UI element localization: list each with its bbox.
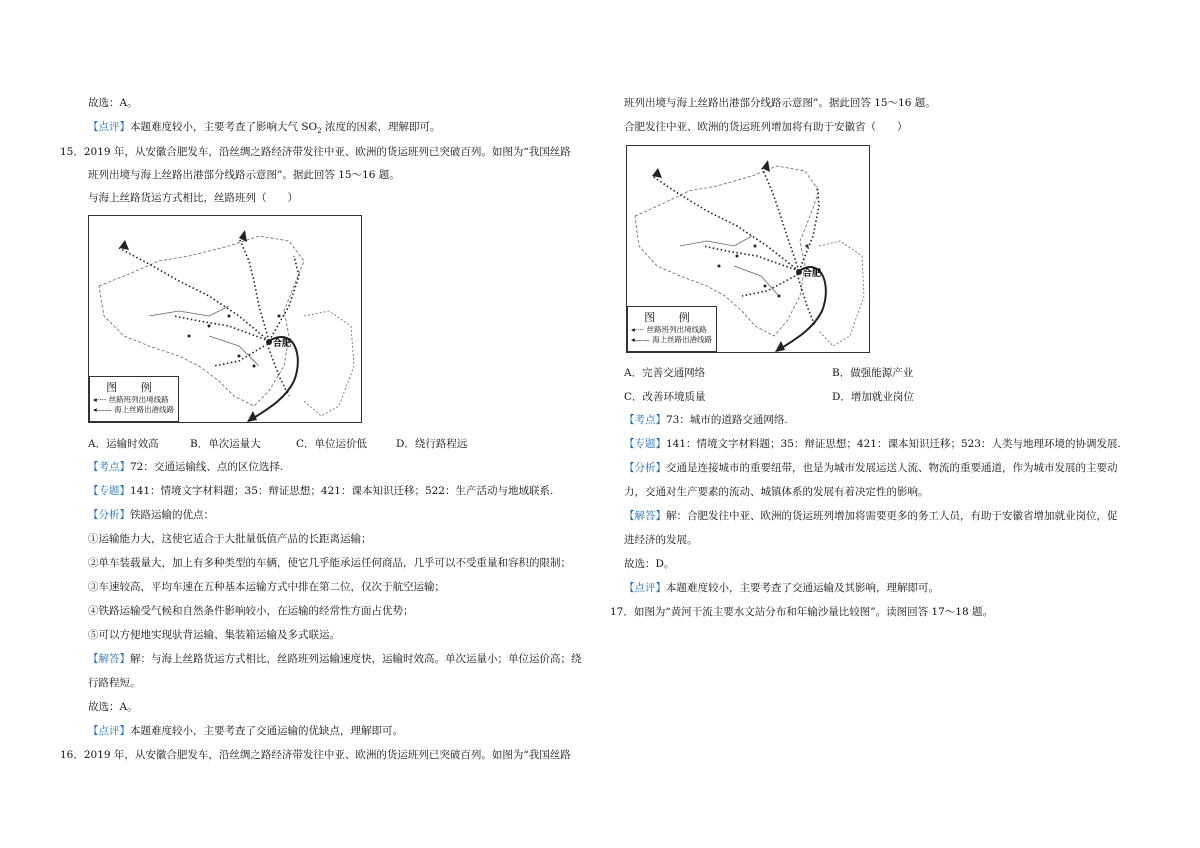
knowledge-point-2	[624, 413, 788, 427]
point-1: ①运输能力大，这使它适合于大批量低值产品的长距离运输；	[88, 533, 372, 545]
legend-title-2: 图 例	[644, 311, 700, 324]
answer-2: 故选：D。	[624, 558, 675, 570]
question-17: 17．如图为“黄河干流主要水文站分布和年输沙量比较图”。读图回答 17～18 题。	[610, 606, 993, 618]
knowledge-text-2: 73：城市的道路交通网络.	[666, 414, 788, 426]
legend-sea-2: ◂—— 海上丝路出港线路	[631, 335, 713, 344]
review	[88, 724, 403, 738]
legend-title: 图 例	[106, 381, 162, 394]
solution-line-1-2	[624, 509, 1118, 523]
map-city-label-2: 合肥	[803, 268, 822, 278]
analysis-line-1	[624, 461, 1118, 475]
question-15-line-1: 15．2019 年，从安徽合肥发车，沿丝绸之路经济带发往中亚、欧洲的货运班列已突破百列。如图为“我国丝路	[60, 146, 571, 158]
topic-tag: 【专题】	[88, 485, 130, 497]
knowledge-point	[88, 460, 283, 474]
review-2	[624, 581, 939, 595]
review-tag: 【点评】	[88, 725, 130, 737]
analysis-tag-2: 【分析】	[624, 462, 666, 474]
silk-road-map	[88, 215, 362, 423]
knowledge-text: 72：交通运输线、点的区位选择.	[130, 461, 284, 473]
solution-text: 解：与海上丝路货运方式相比，丝路班列运输速度快，运输时效高。单次运量小；单位运价高；绕	[130, 653, 582, 665]
comment-subscript: 2	[317, 127, 322, 136]
option-d-2: D．增加就业岗位	[832, 391, 914, 403]
point-5: ⑤可以方便地实现驮背运输、集装箱运输及多式联运。	[88, 629, 340, 641]
comment-tag: 【点评】	[88, 121, 130, 133]
question-16-stem: 合肥发往中亚、欧洲的货运班列增加将有助于安徽省（ ）	[624, 121, 908, 133]
question-16-line-1: 16．2019 年，从安徽合肥发车，沿丝绸之路经济带发往中亚、欧洲的货运班列已突破百列。如图为“我国丝路	[60, 749, 571, 761]
solution-text-2: 解：合肥发往中亚、欧洲的货运班列增加将需要更多的务工人员，有助于安徽省增加就业岗位，促	[666, 510, 1118, 522]
solution-tag-2: 【解答】	[624, 510, 666, 522]
solution-line-2-2: 进经济的发展。	[624, 534, 698, 546]
legend-rail-2: ◂···· 丝路班列出境线路	[631, 325, 707, 334]
review-text-2: 本题难度较小，主要考查了交通运输及其影响，理解即可。	[666, 582, 939, 594]
comment-text-pre: 本题难度较小，主要考查了影响大气 SO	[130, 121, 318, 133]
solution-line-2: 行路程短。	[88, 677, 141, 689]
topic-text-2: 141：情境文字材料题；35：辩证思想；421：课本知识迁移；523：人类与地理环境的协调发展.	[666, 438, 1121, 450]
analysis	[88, 508, 214, 522]
review-tag-2: 【点评】	[624, 582, 666, 594]
question-15-line-2: 班列出境与海上丝路出港部分线路示意图”。据此回答 15～16 题。	[88, 169, 400, 181]
option-a-2: A．完善交通网络	[624, 367, 706, 379]
answer-line: 故选：A。	[88, 97, 138, 109]
option-b: B．单次运量大	[190, 438, 261, 450]
point-2: ②单车装载量大，加上有多种类型的车辆，使它几乎能承运任何商品，几乎可以不受重量和容积的限制；	[88, 557, 571, 569]
analysis-line-2: 力，交通对生产要素的流动、城镇体系的发展有着决定性的影响。	[624, 486, 929, 498]
solution-line-1	[88, 652, 582, 666]
review-text: 本题难度较小，主要考查了交通运输的优缺点，理解即可。	[130, 725, 403, 737]
topic-text: 141：情境文字材料题；35：辩证思想；421：课本知识迁移；522：生产活动与地域联系.	[130, 485, 554, 497]
analysis-tag: 【分析】	[88, 509, 130, 521]
solution-tag: 【解答】	[88, 653, 130, 665]
map-legend	[89, 376, 179, 422]
topic-2	[624, 437, 1121, 451]
silk-road-map-2	[626, 145, 870, 353]
analysis-text: 铁路运输的优点：	[130, 509, 214, 521]
legend-sea: ◂—— 海上丝路出港线路	[93, 405, 175, 414]
comment-line	[88, 120, 440, 138]
topic-tag-2: 【专题】	[624, 438, 666, 450]
legend-rail-label-2: 丝路班列出境线路	[646, 325, 707, 334]
comment-text-post: 浓度的因素，理解即可。	[321, 121, 441, 133]
map-city-label: 合肥	[273, 338, 292, 348]
legend-rail: ◂···· 丝路班列出境线路	[93, 395, 169, 404]
question-15-stem: 与海上丝路货运方式相比，丝路班列（ ）	[88, 192, 298, 204]
option-b-2: B．做强能源产业	[832, 367, 914, 379]
legend-rail-label: 丝路班列出境线路	[108, 395, 169, 404]
answer: 故选：A。	[88, 701, 138, 713]
option-c: C．单位运价低	[296, 438, 368, 450]
knowledge-tag-2: 【考点】	[624, 414, 666, 426]
point-3: ③车速较高，平均车速在五种基本运输方式中排在第二位，仅次于航空运输；	[88, 581, 445, 593]
map-legend-2	[627, 306, 717, 352]
legend-sea-label: 海上丝路出港线路	[114, 405, 175, 414]
option-d: D．绕行路程远	[396, 438, 468, 450]
point-4: ④铁路运输受气候和自然条件影响较小，在运输的经常性方面占优势；	[88, 605, 414, 617]
option-c-2: C．改善环境质量	[624, 391, 706, 403]
topic	[88, 484, 553, 498]
option-a: A．运输时效高	[88, 438, 159, 450]
legend-sea-label-2: 海上丝路出港线路	[652, 335, 713, 344]
analysis-text-2: 交通是连接城市的重要纽带，也是为城市发展运送人流、物流的重要通道，作为城市发展的主要动	[666, 462, 1118, 474]
question-16-line-2: 班列出境与海上丝路出港部分线路示意图”。据此回答 15～16 题。	[624, 97, 936, 109]
knowledge-tag: 【考点】	[88, 461, 130, 473]
